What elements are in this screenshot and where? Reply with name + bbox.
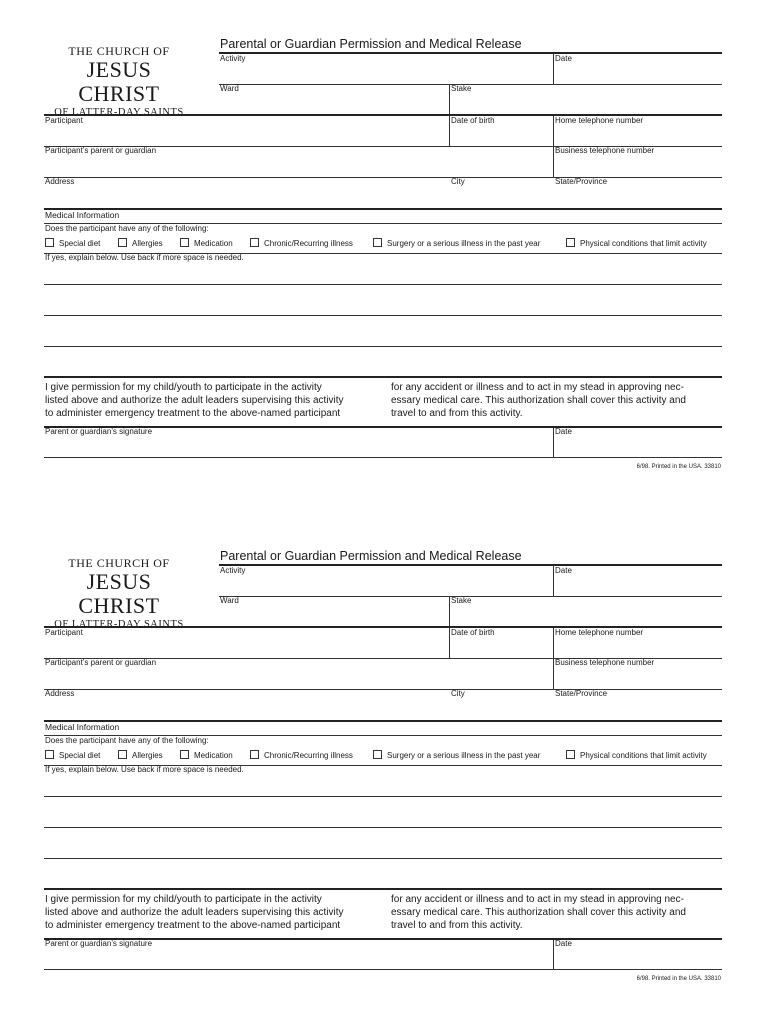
- checkbox-icon: [45, 238, 54, 247]
- business-phone-field[interactable]: Business telephone number: [555, 146, 655, 155]
- medical-information-heading: Medical Information: [45, 722, 120, 732]
- parent-guardian-field[interactable]: Participant’s parent or guardian: [45, 146, 157, 155]
- signature-date-field[interactable]: Date: [555, 427, 572, 436]
- checkbox-chronic-illness[interactable]: [250, 750, 353, 761]
- checkbox-icon: [373, 238, 382, 247]
- divider: [44, 208, 722, 210]
- permission-line: to administer emergency treatment to the above-named participant: [45, 920, 341, 931]
- checkbox-label: Chronic/Recurring illness: [264, 239, 353, 248]
- checkbox-icon: [250, 750, 259, 759]
- checkbox-label: Special diet: [59, 751, 101, 760]
- permission-line: I give permission for my child/youth to participate in the activity: [45, 894, 322, 905]
- checkbox-label: Special diet: [59, 239, 101, 248]
- divider: [219, 564, 722, 566]
- permission-line: travel to and from this activity.: [391, 920, 523, 931]
- date-of-birth-field[interactable]: Date of birth: [451, 116, 495, 125]
- column-divider: [553, 53, 554, 84]
- permission-text-right: [391, 893, 686, 932]
- column-divider: [553, 427, 554, 457]
- checkbox-icon: [250, 238, 259, 247]
- home-phone-field[interactable]: Home telephone number: [555, 628, 644, 637]
- conditions-question: Does the participant have any of the following:: [45, 224, 209, 233]
- checkbox-label: Surgery or a serious illness in the past year: [387, 751, 541, 760]
- checkbox-medication[interactable]: [180, 238, 233, 249]
- permission-line: for any accident or illness and to act in my stead in approving nec-: [391, 382, 684, 393]
- state-province-field[interactable]: State/Province: [555, 177, 608, 186]
- explain-instructions: If yes, explain below. Use back if more space is needed.: [45, 765, 244, 774]
- column-divider: [553, 939, 554, 969]
- city-field[interactable]: City: [451, 177, 465, 186]
- column-divider: [553, 565, 554, 596]
- divider: [44, 720, 722, 722]
- signature-date-field[interactable]: Date: [555, 939, 572, 948]
- permission-form-bottom: [0, 512, 768, 1024]
- permission-line: for any accident or illness and to act in my stead in approving nec-: [391, 894, 684, 905]
- divider: [44, 796, 722, 797]
- conditions-question: Does the participant have any of the following:: [45, 736, 209, 745]
- logo-line-3: OF LATTER-DAY SAINTS: [54, 107, 184, 118]
- date-of-birth-field[interactable]: Date of birth: [451, 628, 495, 637]
- checkbox-label: Medication: [194, 751, 233, 760]
- checkbox-label: Physical conditions that limit activity: [580, 239, 707, 248]
- logo-line-1: THE CHURCH OF: [68, 556, 170, 570]
- column-divider: [449, 627, 450, 658]
- checkbox-surgery[interactable]: [373, 750, 540, 761]
- state-province-field[interactable]: State/Province: [555, 689, 608, 698]
- column-divider: [449, 115, 450, 146]
- logo-line-2: JESUS CHRIST: [78, 57, 160, 106]
- divider: [44, 284, 722, 285]
- checkbox-physical-conditions[interactable]: [566, 750, 707, 761]
- divider: [44, 969, 722, 970]
- checkbox-special-diet[interactable]: [45, 750, 100, 761]
- checkbox-label: Chronic/Recurring illness: [264, 751, 353, 760]
- parent-guardian-field[interactable]: Participant’s parent or guardian: [45, 658, 157, 667]
- permission-line: listed above and authorize the adult leaders supervising this activity: [45, 395, 344, 406]
- column-divider: [449, 597, 450, 626]
- home-phone-field[interactable]: Home telephone number: [555, 116, 644, 125]
- ward-field[interactable]: Ward: [220, 596, 239, 605]
- divider: [44, 827, 722, 828]
- column-divider: [553, 115, 554, 146]
- divider: [44, 346, 722, 347]
- checkbox-allergies[interactable]: [118, 750, 163, 761]
- ward-field[interactable]: Ward: [220, 84, 239, 93]
- business-phone-field[interactable]: Business telephone number: [555, 658, 655, 667]
- church-logo: [44, 44, 194, 120]
- logo-line-3: OF LATTER-DAY SAINTS: [54, 619, 184, 630]
- signature-field[interactable]: Parent or guardian’s signature: [45, 939, 153, 948]
- permission-line: listed above and authorize the adult leaders supervising this activity: [45, 907, 344, 918]
- signature-field[interactable]: Parent or guardian’s signature: [45, 427, 153, 436]
- checkbox-label: Surgery or a serious illness in the past year: [387, 239, 541, 248]
- explain-instructions: If yes, explain below. Use back if more space is needed.: [45, 253, 244, 262]
- church-logo: [44, 556, 194, 632]
- checkbox-allergies[interactable]: [118, 238, 163, 249]
- checkbox-icon: [118, 238, 127, 247]
- checkbox-icon: [566, 238, 575, 247]
- checkbox-label: Allergies: [132, 239, 163, 248]
- checkbox-special-diet[interactable]: [45, 238, 100, 249]
- divider: [44, 315, 722, 316]
- date-field[interactable]: Date: [555, 566, 572, 575]
- permission-line: to administer emergency treatment to the above-named participant: [45, 408, 341, 419]
- checkbox-icon: [566, 750, 575, 759]
- checkbox-medication[interactable]: [180, 750, 233, 761]
- address-field[interactable]: Address: [45, 177, 75, 186]
- medical-information-heading: Medical Information: [45, 210, 120, 220]
- checkbox-icon: [180, 750, 189, 759]
- print-footer: 6/98. Printed in the USA. 33810: [636, 464, 721, 470]
- divider: [44, 858, 722, 859]
- logo-line-2: JESUS CHRIST: [78, 569, 160, 618]
- date-field[interactable]: Date: [555, 54, 572, 63]
- checkbox-icon: [180, 238, 189, 247]
- permission-text-left: [45, 893, 344, 932]
- checkbox-label: Medication: [194, 239, 233, 248]
- column-divider: [553, 627, 554, 658]
- checkbox-icon: [118, 750, 127, 759]
- permission-line: travel to and from this activity.: [391, 408, 523, 419]
- divider: [219, 52, 722, 54]
- checkbox-surgery[interactable]: [373, 238, 540, 249]
- permission-line: essary medical care. This authorization shall cover this activity and: [391, 907, 686, 918]
- divider: [44, 376, 722, 378]
- divider: [44, 689, 722, 690]
- form-title: Parental or Guardian Permission and Medical Release: [220, 37, 522, 51]
- form-title: Parental or Guardian Permission and Medical Release: [220, 549, 522, 563]
- activity-field[interactable]: Activity: [220, 54, 246, 63]
- print-footer: 6/98. Printed in the USA. 33810: [636, 976, 721, 982]
- column-divider: [449, 85, 450, 114]
- checkbox-icon: [45, 750, 54, 759]
- column-divider: [553, 147, 554, 177]
- divider: [44, 177, 722, 178]
- checkbox-label: Allergies: [132, 751, 163, 760]
- participant-field[interactable]: Participant: [45, 116, 83, 125]
- logo-line-1: THE CHURCH OF: [68, 44, 170, 58]
- stake-field[interactable]: Stake: [451, 596, 472, 605]
- permission-text-left: [45, 381, 344, 420]
- permission-line: I give permission for my child/youth to participate in the activity: [45, 382, 322, 393]
- stake-field[interactable]: Stake: [451, 84, 472, 93]
- city-field[interactable]: City: [451, 689, 465, 698]
- divider: [44, 888, 722, 890]
- divider: [44, 457, 722, 458]
- checkbox-physical-conditions[interactable]: [566, 238, 707, 249]
- checkbox-icon: [373, 750, 382, 759]
- permission-text-right: [391, 381, 686, 420]
- activity-field[interactable]: Activity: [220, 566, 246, 575]
- checkbox-label: Physical conditions that limit activity: [580, 751, 707, 760]
- address-field[interactable]: Address: [45, 689, 75, 698]
- permission-line: essary medical care. This authorization shall cover this activity and: [391, 395, 686, 406]
- checkbox-chronic-illness[interactable]: [250, 238, 353, 249]
- column-divider: [553, 659, 554, 689]
- participant-field[interactable]: Participant: [45, 628, 83, 637]
